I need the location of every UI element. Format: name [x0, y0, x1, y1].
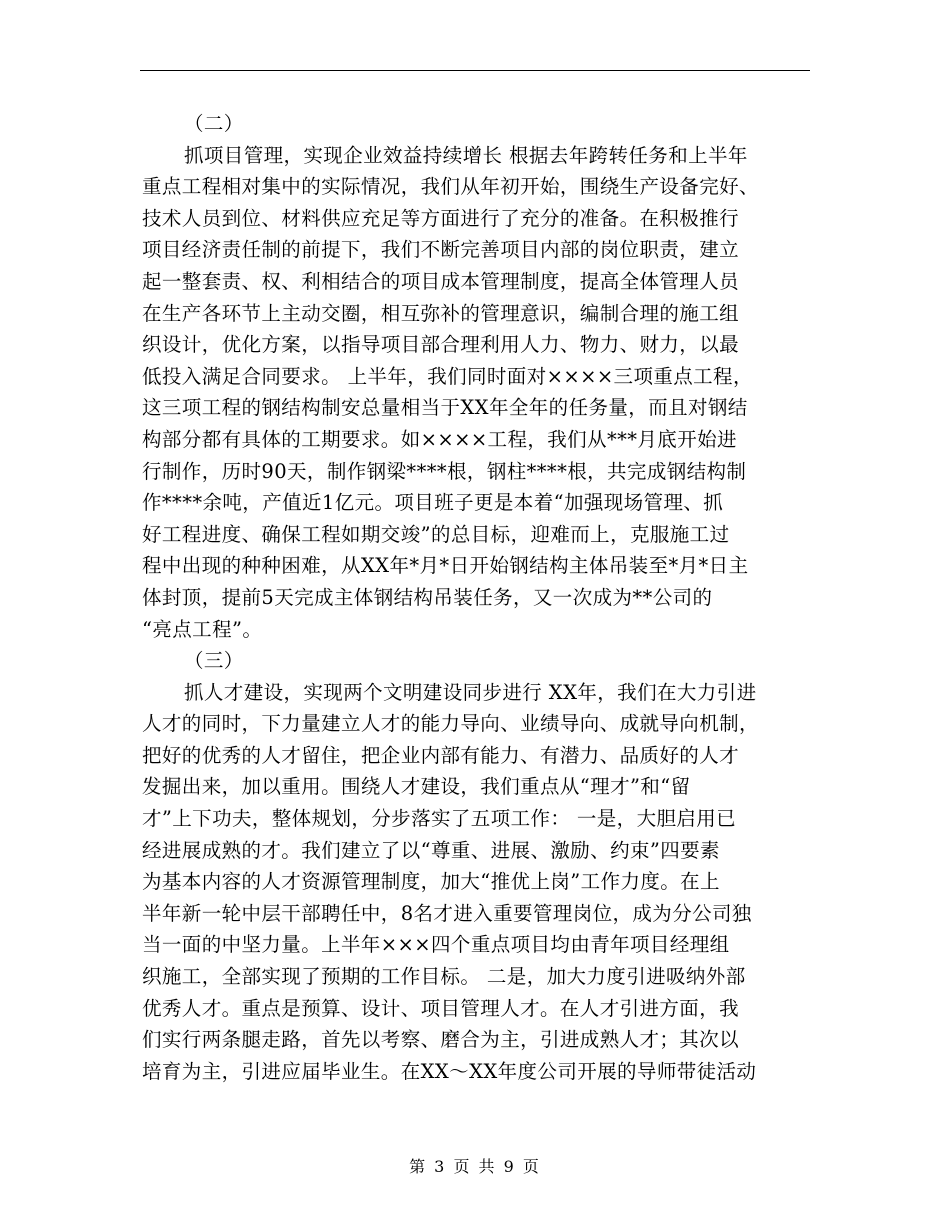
text-line: 技术人员到位、材料供应充足等方面进行了充分的准备。在积极推行 — [142, 206, 740, 230]
text-line: 构部分都有具体的工期要求。如××××工程，我们从***月底开始进 — [142, 427, 737, 451]
text-line: 抓人才建设，实现两个文明建设同步进行 XX年，我们在大力引进 — [184, 680, 757, 704]
text-line: 优秀人才。重点是预算、设计、项目管理人才。在人才引进方面，我 — [142, 996, 740, 1020]
text-line: （二） — [184, 112, 244, 135]
text-line: 低投入满足合同要求。 上半年，我们同时面对××××三项重点工程， — [142, 364, 753, 388]
text-line: 们实行两条腿走路，首先以考察、磨合为主，引进成熟人才；其次以 — [142, 1028, 740, 1052]
text-line: 起一整套责、权、利相结合的项目成本管理制度，提高全体管理人员 — [142, 269, 740, 293]
page-number: 第 3 页 共 9 页 — [409, 1157, 541, 1176]
text-line: 程中出现的种种困难，从XX年*月*日开始钢结构主体吊装至*月*日主 — [142, 554, 749, 578]
text-line: 当一面的中坚力量。上半年×××四个重点项目均由青年项目经理组 — [142, 933, 730, 957]
text-line: 项目经济责任制的前提下，我们不断完善项目内部的岗位职责，建立 — [142, 238, 740, 262]
text-line: 在生产各环节上主动交圈，相互弥补的管理意识，编制合理的施工组 — [142, 301, 740, 325]
text-line: 人才的同时，下力量建立人才的能力导向、业绩导向、成就导向机制， — [142, 712, 759, 736]
text-line: 行制作，历时90天，制作钢梁****根，钢柱****根，共完成钢结构制 — [142, 459, 747, 483]
text-line: 这三项工程的钢结构制安总量相当于XX年全年的任务量，而且对钢结 — [142, 396, 748, 420]
text-line: 经进展成熟的才。我们建立了以“尊重、进展、激励、约束”四要素 — [142, 838, 720, 862]
text-line: 好工程进度、确保工程如期交竣”的总目标，迎难而上，克服施工过 — [142, 522, 730, 546]
text-line: 发掘出来，加以重用。围绕人才建设，我们重点从“理才”和“留 — [142, 775, 691, 799]
text-line: 半年新一轮中层干部聘任中，8名才进入重要管理岗位，成为分公司独 — [142, 901, 752, 925]
text-line: “亮点工程”。 — [142, 617, 263, 641]
text-line: 才”上下功夫，整体规划，分步落实了五项工作： 一是，大胆启用已 — [142, 807, 737, 831]
text-line: （三） — [184, 649, 244, 673]
header-rule — [140, 70, 810, 71]
text-line: 作****余吨，产值近1亿元。项目班子更是本着“加强现场管理、抓 — [142, 491, 724, 515]
document-body — [142, 108, 814, 1087]
text-line: 把好的优秀的人才留住，把企业内部有能力、有潜力、品质好的人才 — [142, 743, 740, 767]
text-line: 抓项目管理，实现企业效益持续增长 根据去年跨转任务和上半年 — [184, 143, 748, 167]
text-line: 织施工，全部实现了预期的工作目标。 二是，加大力度引进吸纳外部 — [142, 965, 746, 989]
text-line: 培育为主，引进应届毕业生。在XX～XX年度公司开展的导师带徒活动 — [142, 1059, 757, 1083]
text-line: 织设计，优化方案，以指导项目部合理利用人力、物力、财力，以最 — [142, 333, 740, 357]
text-line: 重点工程相对集中的实际情况，我们从年初开始，围绕生产设备完好、 — [142, 175, 759, 199]
text-line: 为基本内容的人才资源管理制度，加大“推优上岗”工作力度。在上 — [142, 870, 720, 894]
text-line: 体封顶，提前5天完成主体钢结构吊装任务，又一次成为**公司的 — [142, 585, 713, 609]
